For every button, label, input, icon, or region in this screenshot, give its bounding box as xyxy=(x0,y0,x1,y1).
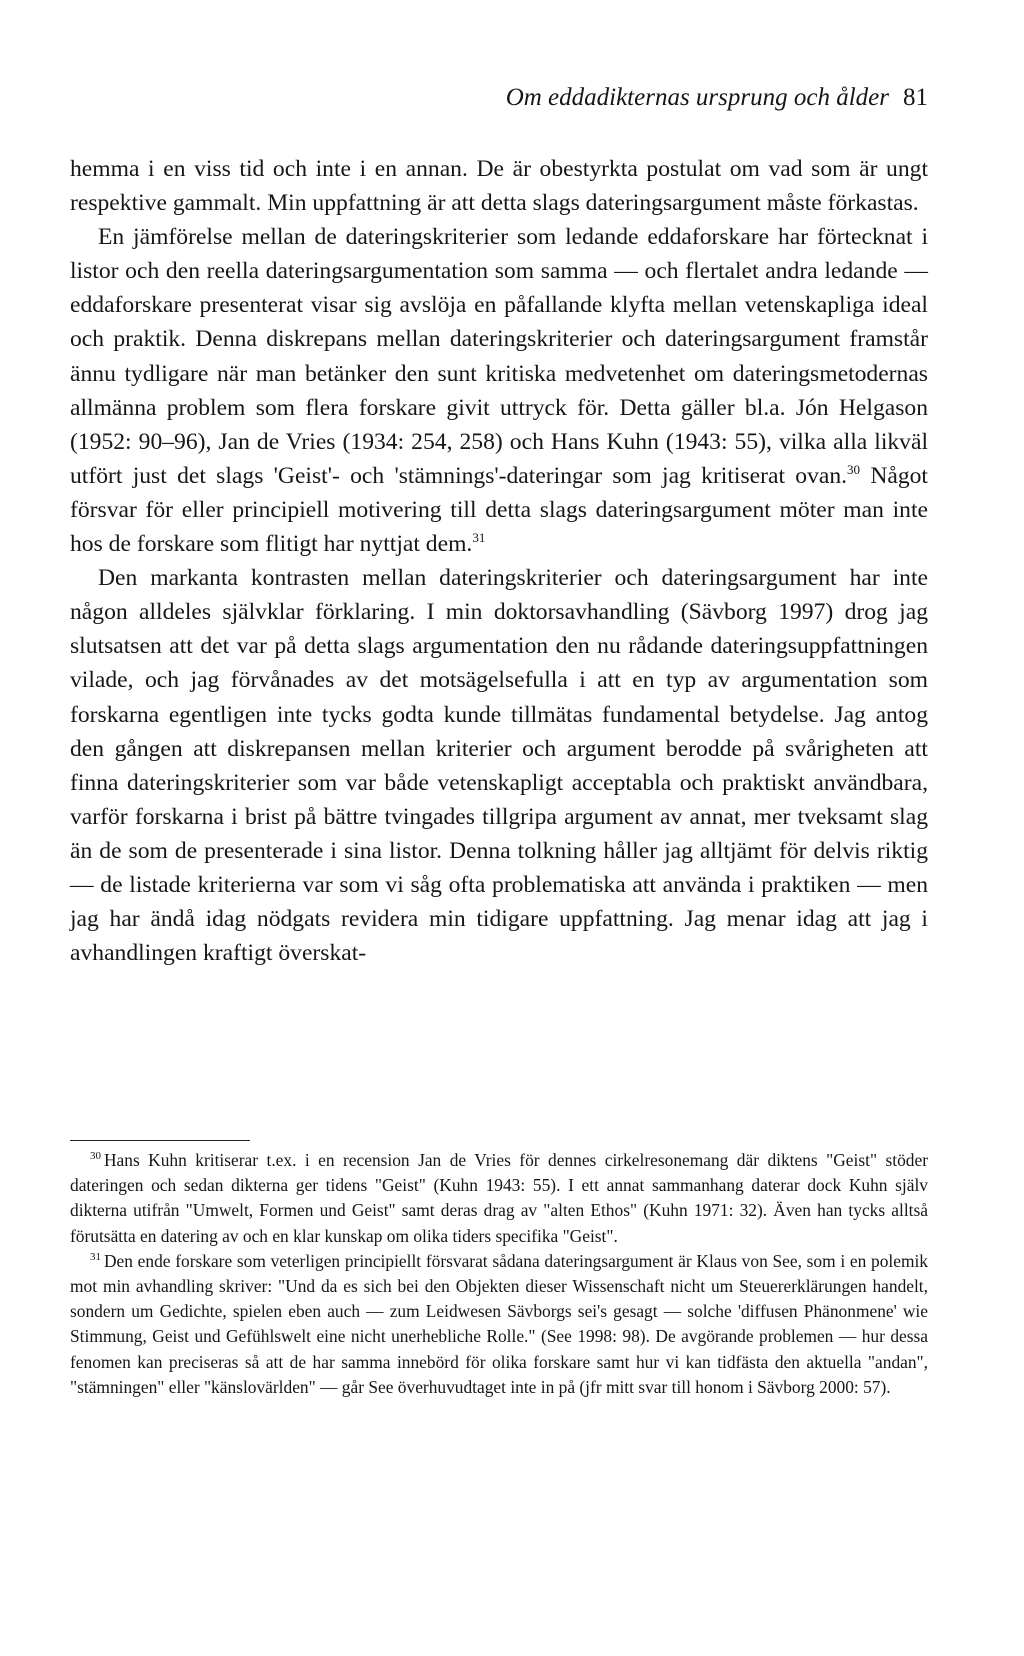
footnote-31-text: Den ende forskare som veterligen principiellt försvarat sådana dateringsargument är Klaus von See, som i en polemik mot min avhandling skriver: "Und da es sich bei den Objekten dieser Wissenschaft nicht um Steuererklärungen handelt, sondern um Gedichte, spielen eben auch — zum Leidwesen Sävborgs sei's gesagt — solche 'diffusen Phänonmene' wie Stimmung, Geist und Gefühlswelt eine nicht unerhebliche Rolle." (See 1998: 98). De avgörande problemen — hur dessa fenomen kan preciseras så att de har samma innebörd för olika forskare samt hur vi kan tidfästa den aktuella "andan", "stämningen" eller "känslovärlden" — går See överhuvudtaget inte in på (jfr mitt svar till honom i Sävborg 2000: 57). xyxy=(70,1250,928,1397)
footnote-30 xyxy=(70,1148,928,1249)
paragraph-2-text-b: Något försvar för eller principiell motivering till detta slags dateringsargument möter man inte hos de forskare som flitigt har nyttjat dem. xyxy=(70,462,928,558)
footnote-31 xyxy=(70,1249,928,1400)
footnote-30-text: Hans Kuhn kritiserar t.ex. i en recension Jan de Vries för dennes cirkelresonemang där diktens "Geist" stöder dateringen och sedan dikterna ger tidens "Geist" (Kuhn 1943: 55). I ett annat sammanhang daterar dock Kuhn själv dikterna utifrån "Umwelt, Formen und Geist" samt deras drag av "alten Ethos" (Kuhn 1971: 32). Även han tycks alltså förutsätta en datering av och en klar kunskap om olika tiders specifika "Geist". xyxy=(70,1150,928,1246)
page-number: 81 xyxy=(903,84,928,111)
main-text xyxy=(70,152,928,970)
paragraph-1: hemma i en viss tid och inte i en annan. De är obestyrkta postulat om vad som är ungt respektive gammalt. Min uppfattning är att detta slags dateringsargument måste förkastas. xyxy=(70,156,928,217)
footnote-mark-30: 30 xyxy=(90,1150,101,1162)
paragraph-2-text-a: En jämförelse mellan de dateringskriterier som ledande eddaforskare har förtecknat i listor och den reella dateringsargumentation som samma — och flertalet andra ledande — eddaforskare presenterat visar sig avslöja en påfallande klyfta mellan vetenskapliga ideal och praktik. Denna diskrepans mellan dateringskriterier och dateringsargument framstår ännu tydligare när man betänker den sunt kritiska medvetenhet om dateringsmetodernas allmänna problem som flera forskare givit uttryck för. Detta gäller bl.a. Jón Helgason (1952: 90–96), Jan de Vries (1934: 254, 258) och Hans Kuhn (1943: 55), vilka alla likväl utfört just det slags 'Geist'- och 'stämnings'-dateringar som jag kritiserat ovan. xyxy=(70,224,928,489)
running-head-title: Om eddadikternas ursprung och ålder xyxy=(505,84,889,111)
running-head xyxy=(506,84,928,112)
footnote-divider xyxy=(70,1140,250,1141)
footnote-reference-31[interactable]: 31 xyxy=(472,530,486,546)
paragraph-2 xyxy=(70,220,928,561)
footnotes xyxy=(70,1148,928,1400)
book-page xyxy=(70,0,948,1656)
paragraph-3: Den markanta kontrasten mellan dateringskriterier och dateringsargument har inte någon alldeles självklar förklaring. I min doktorsavhandling (Sävborg 1997) drog jag slutsatsen att det var på detta slags argumentation den nu rådande dateringsuppfattningen vilade, och jag förvånades av det motsägelsefulla i att en typ av argumentation som forskarna egentligen inte tycks godta kunde tillmätas fundamental betydelse. Jag antog den gången att diskrepansen mellan kriterier och argument berodde på svårigheten att finna dateringskriterier som var både vetenskapligt acceptabla och praktiskt användbara, varför forskarna i brist på bättre tvingades tillgripa argument av annat, mer tveksamt slag än de som de presenterade i sina listor. Denna tolkning håller jag alltjämt för delvis riktig — de listade kriterierna var som vi såg ofta problematiska att använda i praktiken — men jag har ändå idag nödgats revidera min tidigare uppfattning. Jag menar idag att jag i avhandlingen kraftigt överskat- xyxy=(70,565,928,967)
footnote-mark-31: 31 xyxy=(90,1250,101,1263)
footnote-reference-30[interactable]: 30 xyxy=(847,461,861,477)
